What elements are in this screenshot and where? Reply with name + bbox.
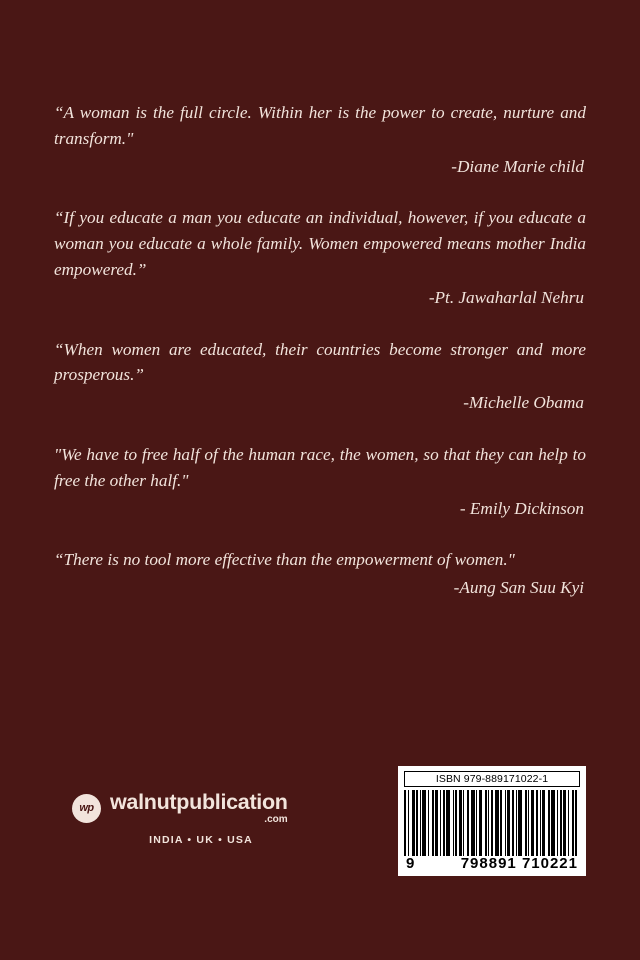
barcode-digit-left: 9 [406, 855, 416, 872]
quote-author: -Michelle Obama [463, 393, 584, 413]
quote-block [54, 100, 586, 179]
barcode [398, 766, 586, 876]
publisher-name: walnutpublication [110, 790, 288, 814]
walnut-publication-logo-icon: wp [72, 794, 101, 823]
quote-block [54, 547, 586, 601]
quote-text: “If you educate a man you educate an individual, however, if you educate a woman you educate a whole family. Women empowered means mother India empowered.” [54, 208, 586, 279]
quote-author: - Emily Dickinson [459, 498, 584, 518]
isbn-label: ISBN 979-889171022-1 [404, 771, 580, 787]
quote-block [54, 442, 586, 521]
barcode-digits [404, 855, 580, 872]
quotes-section [54, 100, 586, 627]
publisher-logo [72, 792, 312, 846]
publisher-domain: .com [264, 813, 288, 825]
publisher-locations: INDIA • UK • USA [149, 833, 253, 846]
quote-text: “There is no tool more effective than the empowerment of women." [54, 550, 515, 570]
quote-author: -Pt. Jawaharlal Nehru [428, 287, 584, 307]
quote-text: “When women are educated, their countries become stronger and more prosperous.” [54, 339, 586, 385]
quote-text: "We have to free half of the human race, the women, so that they can help to free the other half." [54, 444, 586, 490]
quote-text: “A woman is the full circle. Within her is the power to create, nurture and transform." [54, 103, 586, 148]
quote-author: -Diane Marie child [451, 156, 584, 176]
barcode-bars-icon [404, 790, 580, 856]
publisher-row [72, 792, 312, 825]
barcode-digit-right: 798891 710221 [460, 855, 578, 872]
quote-block [54, 205, 586, 310]
publisher-name-wrap [110, 792, 288, 825]
quote-author: -Aung San Suu Kyi [453, 578, 584, 598]
quote-block [54, 337, 586, 416]
